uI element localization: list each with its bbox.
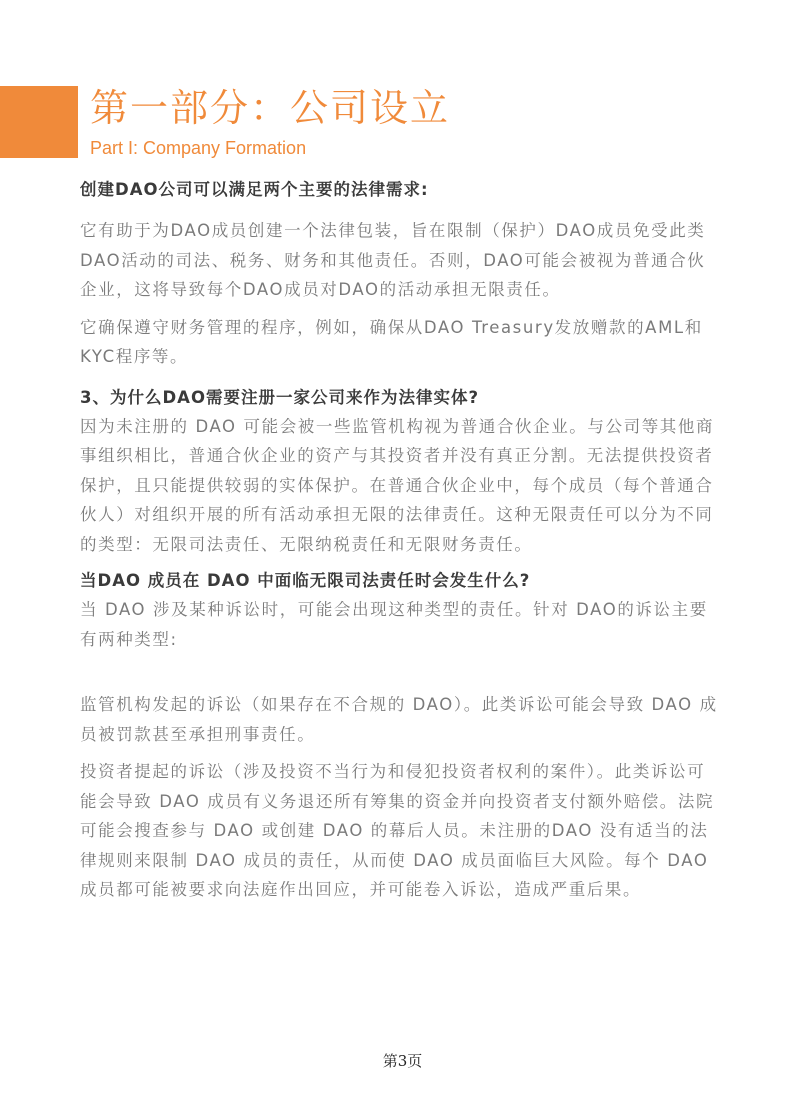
paragraph-financial-procedures: 它确保遵守财务管理的程序，例如，确保从DAO Treasury发放赠款的AML和KYC程序等。 xyxy=(80,317,703,366)
document-body xyxy=(80,176,720,905)
section-heading-judicial-liability: 当DAO 成员在 DAO 中面临无限司法责任时会发生什么? xyxy=(80,571,531,590)
paragraph-general-partnership: 因为未注册的 DAO 可能会被一些监管机构视为普通合伙企业。与公司等其他商事组织相比，普通合伙企业的资产与其投资者并没有真正分割。无法提供投资者保护，且只能提供较弱的实体保护。在普通合伙企业中，每个成员（每个普通合伙人）对组织开展的所有活动承担无限的法律责任。这种无限责任可以分为不同的类型：无限司法责任、无限纳税责任和无限财务责任。 xyxy=(80,416,715,554)
accent-block xyxy=(0,86,78,158)
page-number: 第3页 xyxy=(382,1052,423,1070)
paragraph-lawsuit-types: 当 DAO 涉及某种诉讼时，可能会出现这种类型的责任。针对 DAO的诉讼主要有两种类型: xyxy=(80,600,708,649)
paragraph-regulator-lawsuits: 监管机构发起的诉讼（如果存在不合规的 DAO）。此类诉讼可能会导致 DAO 成员被罚款甚至承担刑事责任。 xyxy=(80,695,718,744)
section-heading-legal-needs: 创建DAO公司可以满足两个主要的法律需求: xyxy=(80,180,429,199)
paragraph-legal-wrapper: 它有助于为DAO成员创建一个法律包装，旨在限制（保护）DAO成员免受此类DAO活动的司法、税务、财务和其他责任。否则，DAO可能会被视为普通合伙企业，这将导致每个DAO成员对DAO的活动承担无限责任。 xyxy=(80,221,706,299)
section-heading-why-register: 3、为什么DAO需要注册一家公司来作为法律实体? xyxy=(80,387,480,407)
paragraph-investor-lawsuits: 投资者提起的诉讼（涉及投资不当行为和侵犯投资者权利的案件）。此类诉讼可能会导致 DAO 成员有义务退还所有筹集的资金并向投资者支付额外赔偿。法院可能会搜查参与 DAO 或创建 DAO 的幕后人员。未注册的DAO 没有适当的法律规则来限制 DAO 成员的责任，从而使 DAO 成员面临巨大风险。每个 DAO 成员都可能被要求向法庭作出回应，并可能卷入诉讼，造成严重后果。 xyxy=(80,762,715,899)
page-subtitle: Part I: Company Formation xyxy=(90,138,307,158)
page-title: 第一部分：公司设立 xyxy=(90,86,451,130)
